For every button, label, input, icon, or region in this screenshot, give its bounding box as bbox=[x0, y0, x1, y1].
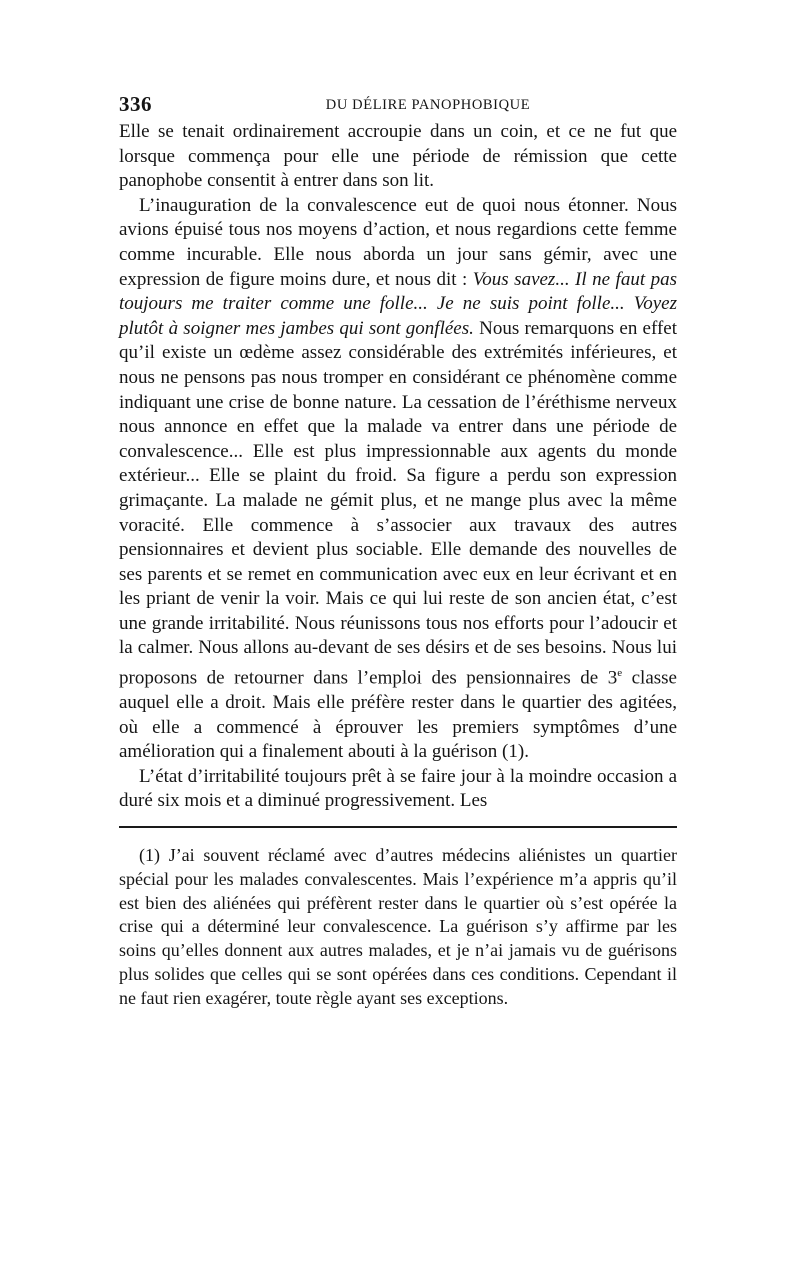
footnote-reference[interactable]: (1). bbox=[502, 741, 529, 763]
patient-quote: Vous savez... Il ne faut pas toujours me traiter comme une folle... Je ne suis point folle... Voyez plutôt à soigner mes jambes qui sont gonflées. bbox=[119, 268, 677, 339]
paragraph-2-continuation: Nous remarquons en effet qu’il existe un œdème assez considérable des extrémités inférieures, et nous ne pensons pas nous tromper en considérant ce phénomène comme indiquant une crise de bonne nature. La cessation de l’éréthisme nerveux nous annonce en effet que la malade va entrer dans une période de convalescence... Elle est plus impressionnable aux agents du monde extérieur... Elle se plaint du froid. Sa figure a perdu son expression grimaçante. La malade ne gémit plus, et ne mange plus avec la même voracité. Elle commence à s’associer aux travaux des autres pensionnaires et devient plus sociable. Elle demande des nouvelles de ses parents et se remet en communication avec eux en leur écrivant et en les priant de venir la voir. Mais ce qui lui reste de son ancien état, c’est une grande irritabilité. Nous réunissons tous nos efforts pour l’adoucir et la calmer. Nous allons au-devant de ses désirs et de ses besoins. Nous lui proposons de retourner dans l’emploi des pensionnaires de 3 bbox=[119, 317, 678, 689]
page-number: 336 bbox=[119, 92, 152, 116]
paragraph-2-end: classe auquel elle a droit. Mais elle préfère rester dans le quartier des agitées, où elle a commencé à éprouver les premiers symptômes d’une amélioration qui a finalement abouti à la guérison bbox=[119, 667, 677, 763]
main-text bbox=[119, 120, 677, 814]
page-header bbox=[119, 92, 677, 120]
paragraph-3: L’état d’irritabilité toujours prêt à se faire jour à la moindre occasion a duré six mois et a diminué progressivement. Les bbox=[119, 765, 677, 812]
footnote-divider bbox=[119, 826, 677, 828]
paragraph-2 bbox=[119, 194, 677, 765]
running-title: DU DÉLIRE PANOPHOBIQUE bbox=[325, 97, 531, 113]
footnote bbox=[119, 844, 677, 1011]
footnote-text: J’ai souvent réclamé avec d’autres médecins aliénistes un quartier spécial pour les malades convalescentes. Mais l’expérience m’a appris qu’il est bien des aliénées qui préfèrent rester dans le quartier où s’est opérée la crise qui a déterminé leur convalescence. La guérison s’y affirme par les soins qu’elles donnent aux autres malades, et je n’ai jamais vu de guérisons plus solides que celles qui se sont opérées dans ces conditions. Cependant il ne faut rien exagérer, toute règle ayant ses exceptions. bbox=[119, 844, 677, 1008]
ordinal-superscript: e bbox=[617, 667, 623, 680]
book-page bbox=[119, 92, 677, 1011]
paragraph-2-start: L’inauguration de la convalescence eut de quoi nous étonner. Nous avions épuisé tous nos moyens d’action, et nous regardions cette femme comme incurable. Elle nous aborda un jour sans gémir, avec une expression de figure moins dure, et nous dit : bbox=[119, 194, 677, 290]
paragraph-1: Elle se tenait ordinairement accroupie dans un coin, et ce ne fut que lorsque commença pour elle une période de rémission que cette panophobe consentit à entrer dans son lit. bbox=[119, 121, 677, 192]
footnote-marker: (1) bbox=[139, 844, 160, 865]
